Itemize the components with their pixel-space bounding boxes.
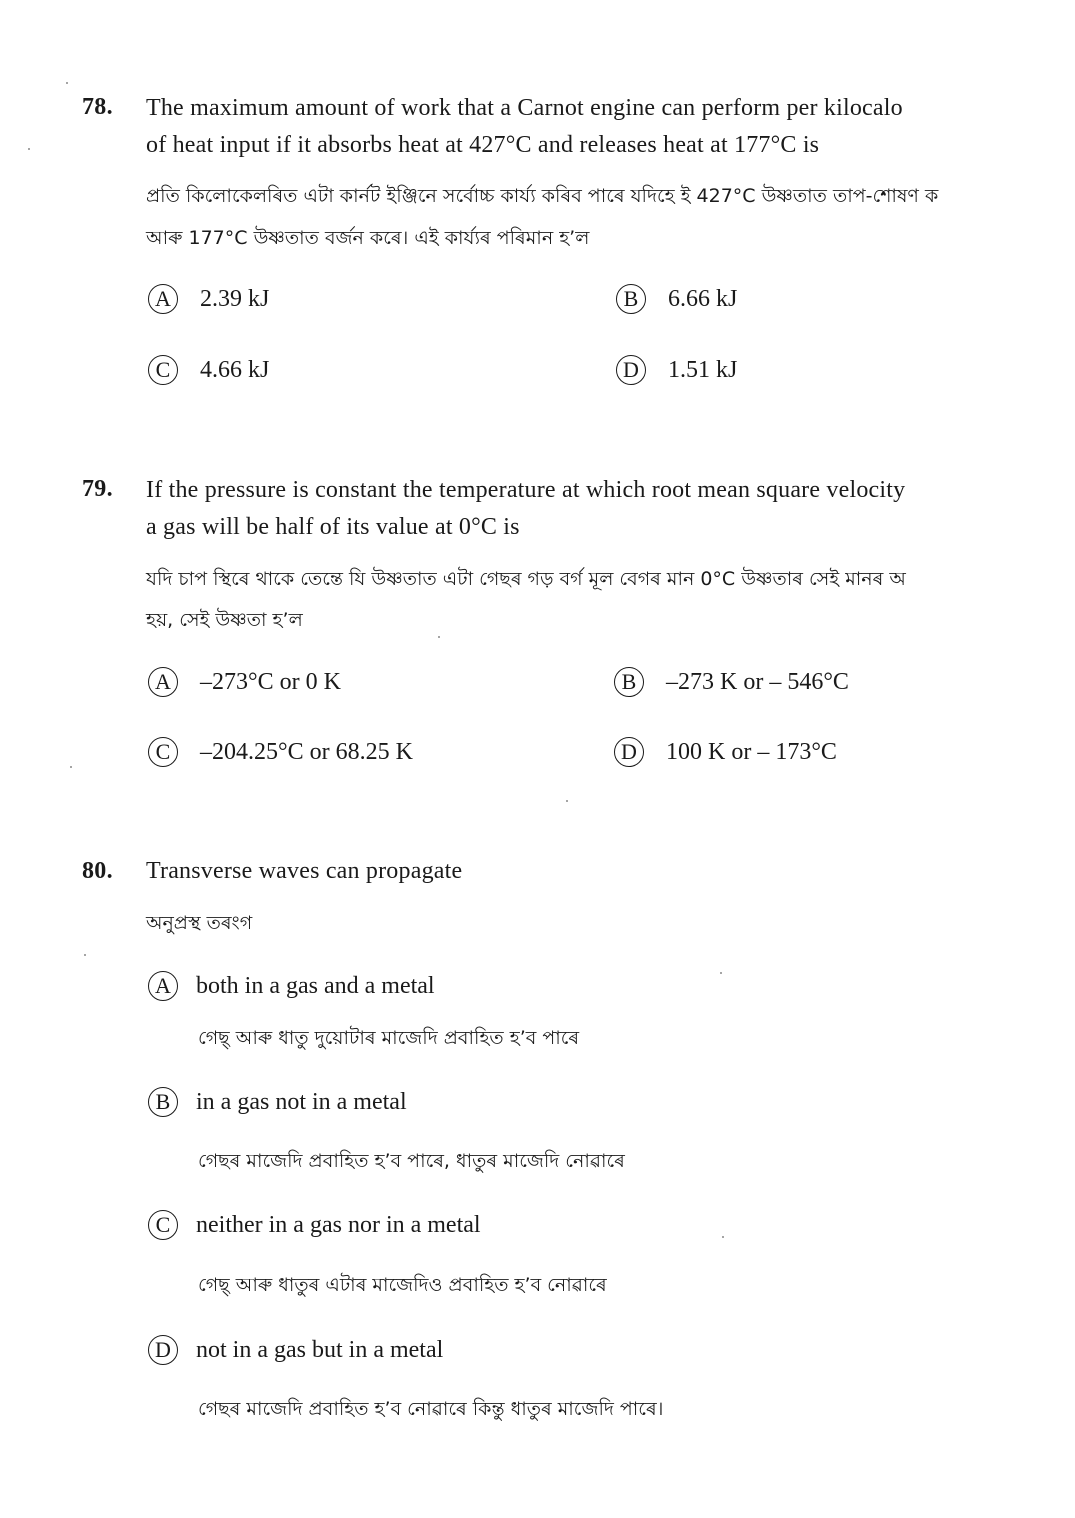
option-text-as: গেছ্ আৰু ধাতু দুয়োটাৰ মাজেদি প্ৰবাহিত হ’ব পাৰে [198, 1027, 580, 1049]
question-number: 78. [82, 94, 113, 120]
option-a[interactable] [148, 971, 435, 1001]
option-letter-b: B [616, 284, 646, 314]
question-text-en: of heat input if it absorbs heat at 427°C and releases heat at 177°C is [146, 132, 820, 158]
scan-speck [566, 800, 568, 802]
option-text: not in a gas but in a metal [196, 1336, 444, 1363]
option-letter-a: A [148, 667, 178, 697]
option-text-as: গেছ্ আৰু ধাতুৰ এটাৰ মাজেদিও প্ৰবাহিত হ’ব নোৱাৰে [198, 1274, 607, 1296]
option-b[interactable] [614, 667, 849, 697]
question-text-as: আৰু 177°C উষ্ণতাত বৰ্জন কৰে। এই কাৰ্য্যৰ পৰিমান হ’ল [146, 227, 590, 249]
option-letter-d: D [616, 355, 646, 385]
option-letter-d: D [614, 737, 644, 767]
scan-speck [438, 636, 440, 638]
question-text-as: প্ৰতি কিলোকেলৰিত এটা কাৰ্নট ইঞ্জিনে সৰ্বোচ্চ কাৰ্য্য কৰিব পাৰে যদিহে ই 427°C উষ্ণতাত তাপ-শোষণ ক [146, 185, 939, 207]
option-text: in a gas not in a metal [196, 1088, 407, 1115]
option-letter-d: D [148, 1335, 178, 1365]
scan-speck [28, 148, 30, 150]
option-a[interactable] [148, 667, 341, 697]
option-letter-b: B [148, 1087, 178, 1117]
option-text: both in a gas and a metal [196, 972, 435, 999]
option-text-as: গেছৰ মাজেদি প্ৰবাহিত হ’ব নোৱাৰে কিন্তু ধাতুৰ মাজেদি পাৰে। [198, 1398, 664, 1420]
option-c[interactable] [148, 355, 269, 385]
option-letter-b: B [614, 667, 644, 697]
option-text: 4.66 kJ [200, 356, 270, 383]
option-letter-c: C [148, 737, 178, 767]
question-text-as: হয়, সেই উষ্ণতা হ’ল [146, 609, 303, 631]
option-text-as: গেছৰ মাজেদি প্ৰবাহিত হ’ব পাৰে, ধাতুৰ মাজেদি নোৱাৰে [198, 1150, 625, 1172]
question-text-en: The maximum amount of work that a Carnot engine can perform per kilocalo [146, 95, 903, 121]
option-letter-a: A [148, 971, 178, 1001]
option-text: –273°C or 0 K [200, 668, 341, 695]
question-text-en: a gas will be half of its value at 0°C is [146, 514, 520, 540]
option-d[interactable] [614, 737, 837, 767]
scan-speck [66, 82, 68, 84]
option-b[interactable] [148, 1087, 407, 1117]
option-text: 1.51 kJ [668, 356, 738, 383]
question-text-en: If the pressure is constant the temperature at which root mean square velocity [146, 477, 906, 503]
option-text: neither in a gas nor in a metal [196, 1211, 481, 1238]
option-letter-a: A [148, 284, 178, 314]
option-c[interactable] [148, 1210, 481, 1240]
scan-speck [722, 1236, 724, 1238]
option-d[interactable] [616, 355, 737, 385]
option-b[interactable] [616, 284, 737, 314]
option-letter-c: C [148, 355, 178, 385]
question-text-en: Transverse waves can propagate [146, 858, 463, 884]
question-number: 79. [82, 476, 113, 502]
option-d[interactable] [148, 1335, 443, 1365]
option-a[interactable] [148, 284, 269, 314]
option-text: –204.25°C or 68.25 K [200, 738, 413, 765]
scan-speck [70, 766, 72, 768]
scan-speck [84, 954, 86, 956]
question-number: 80. [82, 858, 113, 884]
scan-speck [720, 972, 722, 974]
question-text-as: যদি চাপ স্থিৰে থাকে তেন্তে যি উষ্ণতাত এটা গেছৰ গড় বৰ্গ মূল বেগৰ মান 0°C উষ্ণতাৰ সেই মানৰ অ [146, 568, 906, 590]
option-text: 2.39 kJ [200, 285, 270, 312]
option-text: –273 K or – 546°C [666, 668, 849, 695]
option-text: 6.66 kJ [668, 285, 738, 312]
option-letter-c: C [148, 1210, 178, 1240]
option-c[interactable] [148, 737, 413, 767]
option-text: 100 K or – 173°C [666, 738, 837, 765]
question-text-as: অনুপ্ৰস্থ তৰংগ [146, 912, 253, 934]
